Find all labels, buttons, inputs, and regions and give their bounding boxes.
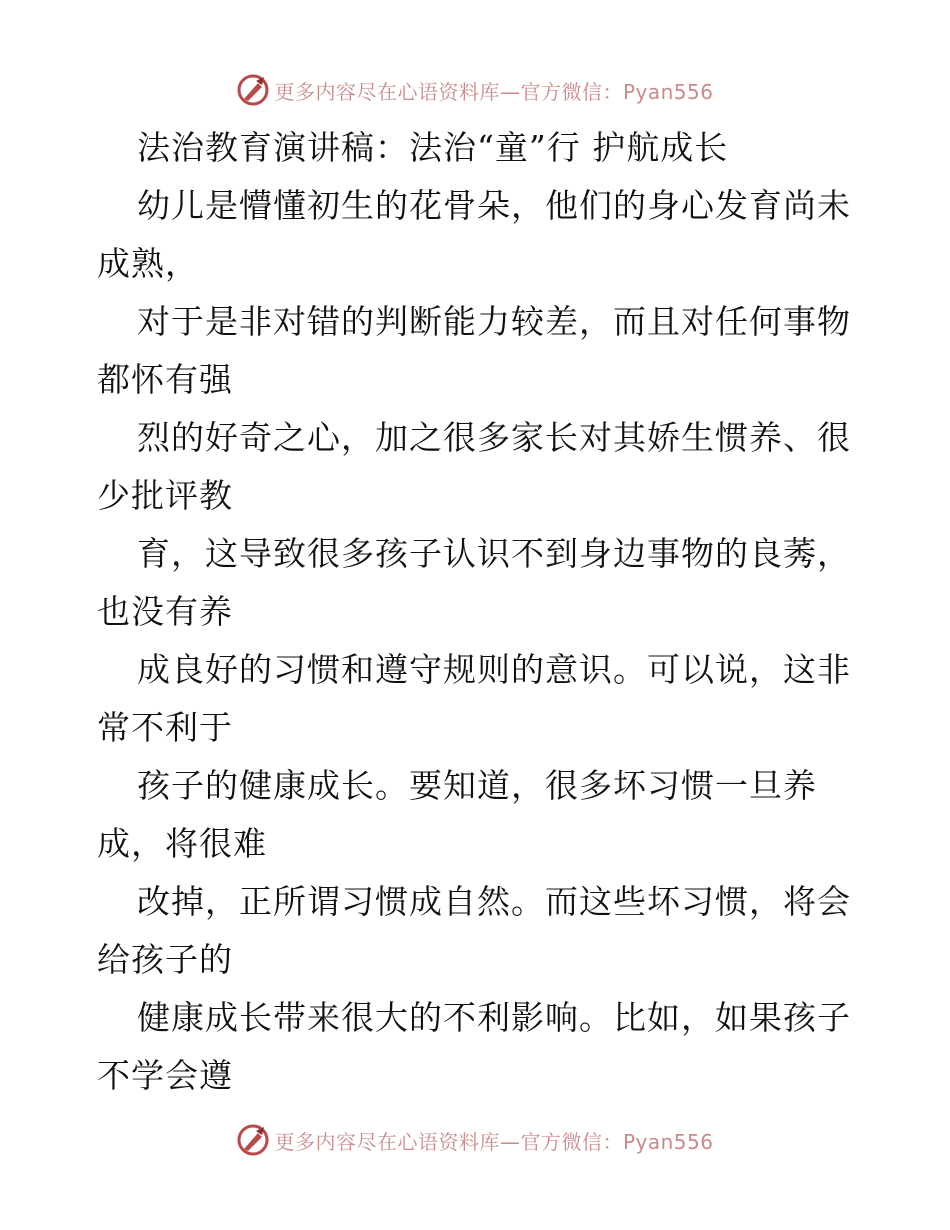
header-banner-text: 更多内容尽在心语资料库—官方微信：Pyan556 — [274, 79, 714, 104]
footer-banner — [0, 1120, 950, 1160]
paragraph-line: 都怀有强 — [97, 360, 233, 399]
paragraph-line: 孩子的健康成长。要知道，很多坏习惯一旦养 — [137, 766, 817, 805]
paragraph-line: 成熟， — [97, 244, 199, 283]
paragraph-line: 改掉，正所谓习惯成自然。而这些坏习惯，将会 — [137, 882, 851, 921]
paragraph-line: 给孩子的 — [97, 940, 233, 979]
paragraph-line: 少批评教 — [97, 476, 233, 515]
paragraph-line: 对于是非对错的判断能力较差，而且对任何事物 — [137, 302, 851, 341]
pen-logo-icon — [236, 1123, 270, 1157]
paragraph-line: 不学会遵 — [97, 1056, 233, 1095]
pen-logo-icon — [236, 73, 270, 107]
paragraph-line: 幼儿是懵懂初生的花骨朵，他们的身心发育尚未 — [137, 186, 851, 225]
footer-banner-text: 更多内容尽在心语资料库—官方微信：Pyan556 — [274, 1129, 714, 1154]
paragraph-line: 烈的好奇之心，加之很多家长对其娇生惯养、很 — [137, 418, 851, 457]
document-title: 法治教育演讲稿：法治“童”行 护航成长 — [137, 128, 729, 167]
paragraph-line: 健康成长带来很大的不利影响。比如，如果孩子 — [137, 998, 851, 1037]
paragraph-line: 常不利于 — [97, 708, 233, 747]
paragraph-line: 也没有养 — [97, 592, 233, 631]
paragraph-line: 成良好的习惯和遵守规则的意识。可以说，这非 — [137, 650, 851, 689]
header-banner — [0, 70, 950, 110]
paragraph-line: 育，这导致很多孩子认识不到身边事物的良莠， — [137, 534, 851, 573]
paragraph-line: 成，将很难 — [97, 824, 267, 863]
